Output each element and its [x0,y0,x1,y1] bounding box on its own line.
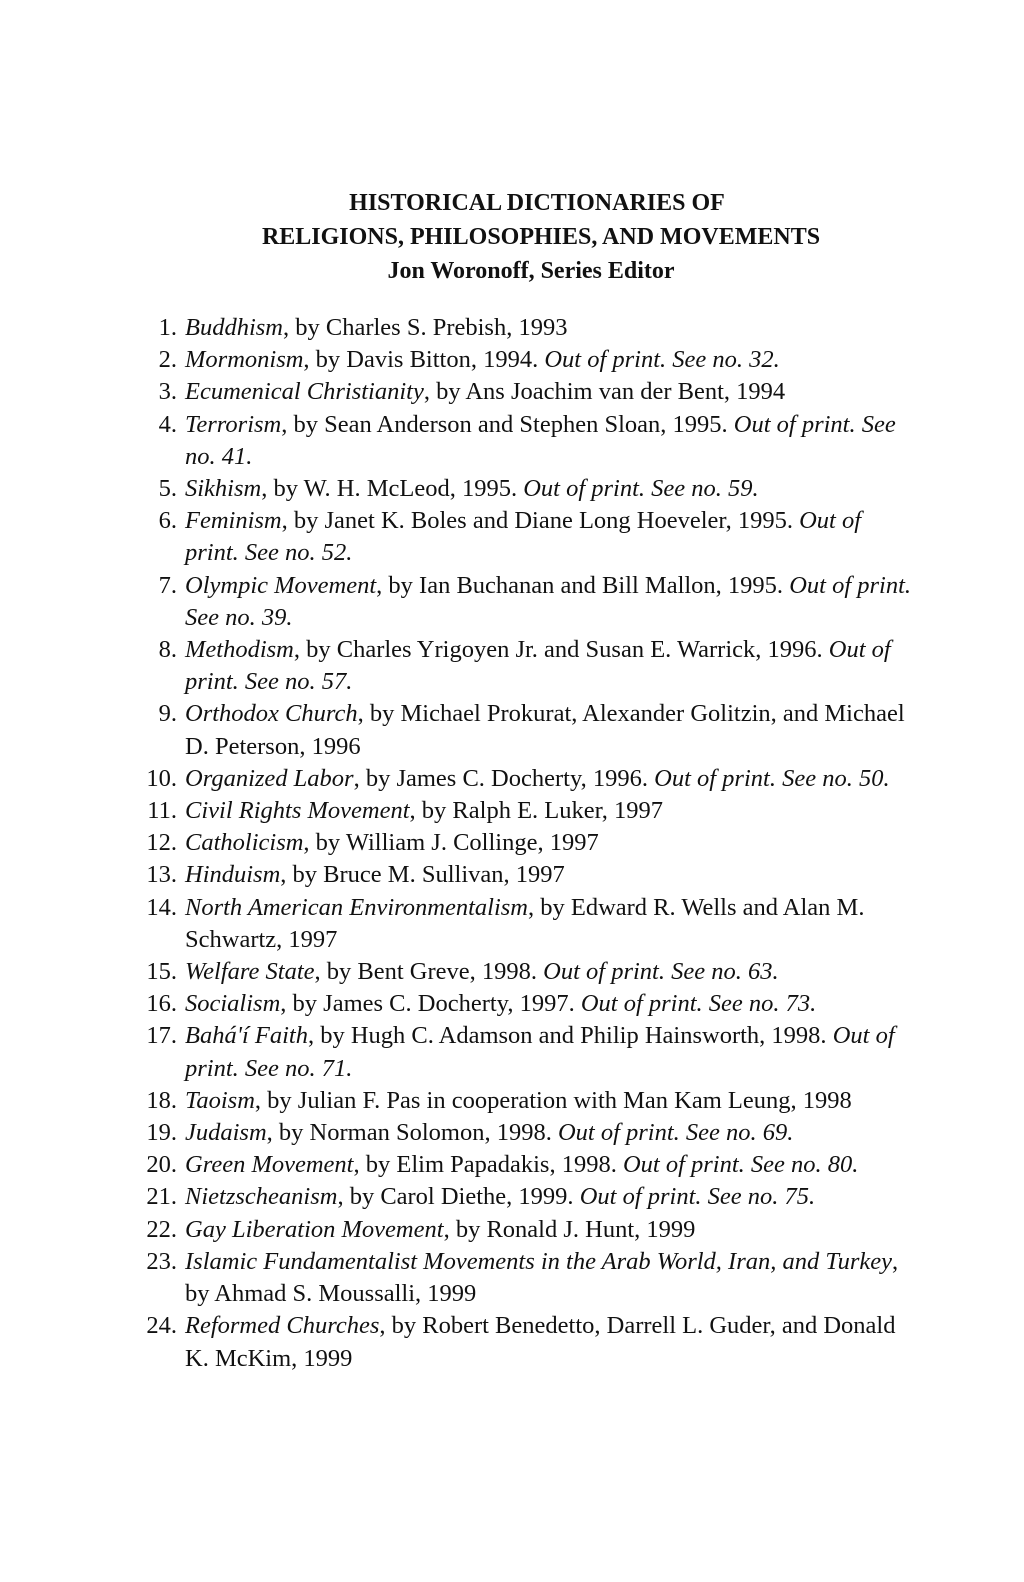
entry-number: 18. [146,1086,177,1114]
entry-details: , by Julian F. Pas in cooperation with Man Kam Leung, 1998 [254,1086,852,1114]
entry-details: , by Janet K. Boles and Diane Long Hoeveler, 1995. [281,507,800,535]
entry-note: Out of print. See no. 63. [543,958,779,986]
list-item [128,859,918,891]
entry-details: , by William J. Collinge, 1997 [303,829,599,857]
list-item [128,988,918,1020]
list-item [128,1214,918,1246]
list-item [128,698,918,762]
entry-details: , by Ahmad S. Moussalli, 1999 [185,1247,899,1308]
entry-note: Out of print. See no. 50. [654,764,890,792]
entry-title: Sikhism [185,475,262,503]
entry-title: Reformed Churches [185,1312,380,1340]
entry-details: , by Hugh C. Adamson and Philip Hainsworth, 1998. [307,1022,833,1050]
entry-title: Mormonism [185,346,304,374]
entry-details: , by James C. Docherty, 1996. [353,764,655,792]
list-item [128,1246,918,1310]
entry-details: , by Ans Joachim van der Bent, 1994 [423,378,786,406]
series-title-line-2: RELIGIONS, PHILOSOPHIES, AND MOVEMENTS [261,224,821,250]
list-item [128,956,918,988]
entry-title: Olympic Movement [185,571,377,599]
entry-note: Out of print. See no. 41. [185,410,896,470]
entry-number: 20. [146,1151,177,1179]
entry-number: 7. [158,571,177,599]
entry-number: 24. [146,1312,177,1340]
entry-note: Out of print. See no. 59. [523,475,759,503]
list-item [128,409,918,473]
entry-note: Out of print. See no. 52. [185,507,862,567]
list-item [128,763,918,795]
dictionary-list [128,312,918,1375]
list-item [128,1085,918,1117]
entry-title: Orthodox Church [185,700,358,728]
list-item [128,376,918,408]
entry-title: Bahá'í Faith [185,1022,308,1050]
entry-number: 17. [146,1022,177,1050]
entry-number: 19. [146,1119,177,1147]
entry-title: Nietzscheanism [185,1183,338,1211]
entry-number: 4. [158,410,177,438]
entry-number: 16. [146,990,177,1018]
entry-number: 9. [158,700,177,728]
entry-number: 22. [146,1215,177,1243]
series-editor: Jon Woronoff, Series Editor [387,258,675,284]
entry-details: , by Charles S. Prebish, 1993 [283,314,568,341]
list-item [128,312,918,344]
entry-number: 10. [146,764,177,792]
entry-note: Out of print. See no. 57. [185,636,891,696]
list-item [128,505,918,569]
entry-details: , by Edward R. Wells and Alan M. Schwartz, 1997 [185,893,865,953]
entry-details: , by Bruce M. Sullivan, 1997 [280,861,565,889]
entry-title: Socialism [185,990,281,1018]
list-item [128,473,918,505]
list-item [128,1149,918,1181]
entry-details: , by Ian Buchanan and Bill Mallon, 1995. [376,571,790,599]
entry-note: Out of print. See no. 73. [580,990,817,1018]
entry-note: Out of print. See no. 80. [622,1151,859,1179]
entry-number: 13. [146,861,177,889]
entry-note: Out of print. See no. 71. [185,1022,895,1082]
entry-number: 15. [146,958,177,986]
entry-details: , by Norman Solomon, 1998. [266,1119,558,1147]
entry-details: , by Sean Anderson and Stephen Sloan, 1995. [281,410,734,438]
list-item [128,1020,918,1084]
entry-number: 8. [158,636,177,664]
entry-number: 11. [147,797,177,825]
entry-title: North American Environmentalism [185,893,528,921]
series-title-line-1: HISTORICAL DICTIONARIES OF [349,190,725,216]
list-item [128,1181,918,1213]
entry-note: Out of print. See no. 39. [185,571,912,631]
list-item [128,795,918,827]
entry-details: , by W. H. McLeod, 1995. [261,475,524,503]
entry-title: Gay Liberation Movement [185,1215,444,1243]
entry-number: 6. [158,507,177,535]
list-item [128,827,918,859]
entry-title: Feminism [185,507,282,535]
entry-details: , by Ronald J. Hunt, 1999 [443,1215,696,1243]
entry-title: Islamic Fundamentalist Movements in the Arab World, Iran, and Turkey [185,1247,893,1275]
entry-details: , by Elim Papadakis, 1998. [353,1151,623,1179]
entry-title: Buddhism [185,314,283,341]
entry-details: , by Charles Yrigoyen Jr. and Susan E. Warrick, 1996. [293,636,829,664]
entry-title: Welfare State [185,958,315,986]
entry-title: Green Movement [185,1151,354,1179]
list-item [128,570,918,634]
list-item [128,634,918,698]
entry-details: , by James C. Docherty, 1997. [280,990,581,1018]
entry-title: Judaism [185,1119,267,1147]
entry-title: Hinduism [185,861,281,889]
entry-number: 1. [158,314,177,341]
entry-note: Out of print. See no. 75. [579,1183,816,1211]
entry-title: Taoism [185,1086,255,1114]
entry-note: Out of print. See no. 69. [557,1119,794,1147]
entry-title: Terrorism [185,410,282,438]
list-item [128,1117,918,1149]
entry-note: Out of print. See no. 32. [544,346,780,374]
entry-details: , by Carol Diethe, 1999. [337,1183,580,1211]
entry-title: Ecumenical Christianity [185,378,424,406]
entry-details: , by Michael Prokurat, Alexander Golitzin, and Michael D. Peterson, 1996 [185,700,905,760]
entry-number: 5. [158,475,177,503]
entry-number: 2. [158,346,177,374]
list-item [128,892,918,956]
entry-details: , by Davis Bitton, 1994. [303,346,545,374]
series-header [0,186,1024,288]
entry-number: 23. [146,1247,177,1275]
entry-title: Catholicism [185,829,304,857]
list-item [128,1310,918,1374]
entry-title: Organized Labor [185,764,354,792]
entry-number: 14. [146,893,177,921]
entry-details: , by Ralph E. Luker, 1997 [409,797,664,825]
entry-number: 21. [146,1183,177,1211]
entry-details: , by Robert Benedetto, Darrell L. Guder, and Donald K. McKim, 1999 [185,1312,896,1372]
entry-title: Methodism [185,636,294,664]
entry-details: , by Bent Greve, 1998. [314,958,544,986]
list-item [128,344,918,376]
entry-number: 3. [158,378,177,406]
entry-number: 12. [146,829,177,857]
entry-title: Civil Rights Movement [185,797,410,825]
